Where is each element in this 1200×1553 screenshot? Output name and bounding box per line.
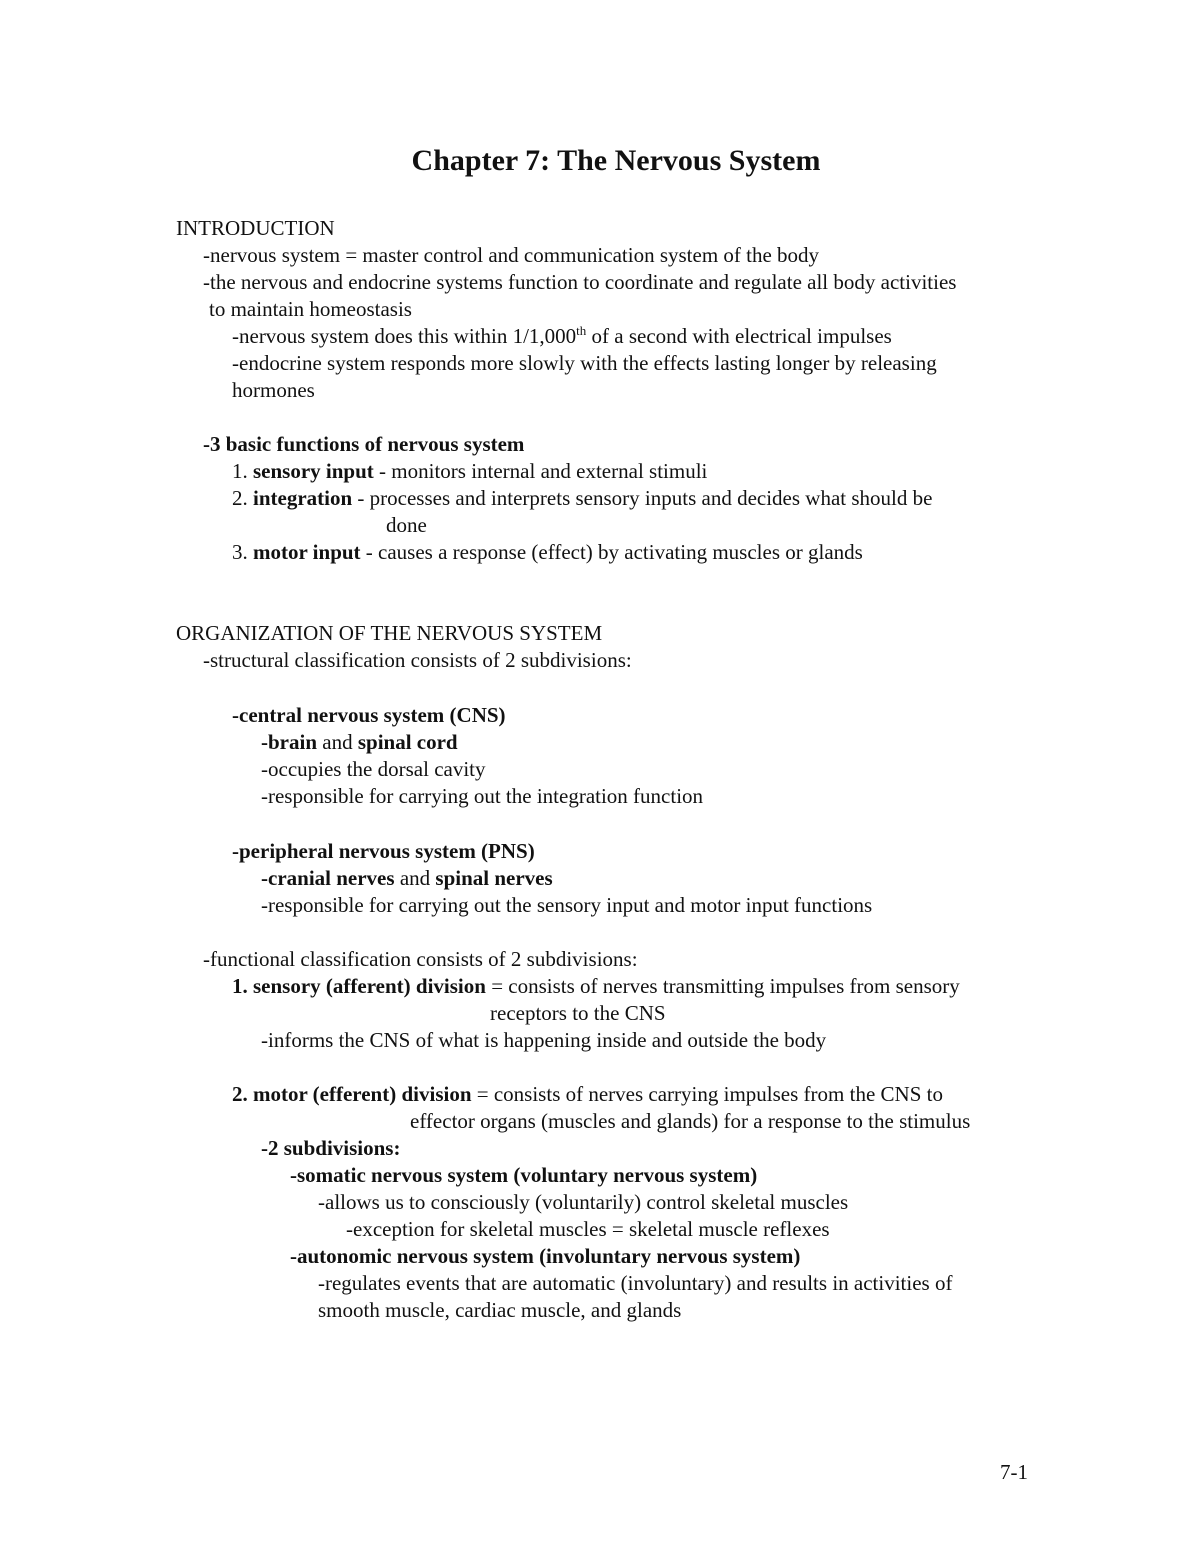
structural-intro: -structural classification consists of 2 subdivisions: <box>203 648 632 672</box>
intro-text: of a second with electrical impulses <box>586 324 892 348</box>
intro-line: -endocrine system responds more slowly with the effects lasting longer by releasing <box>232 351 937 375</box>
pns-line <box>261 865 553 892</box>
page-title: Chapter 7: The Nervous System <box>411 144 821 177</box>
motor-division-term: 2. motor (efferent) division <box>232 1082 472 1106</box>
ordinal-superscript: th <box>576 323 587 338</box>
sensory-division-def: = consists of nerves transmitting impulses from sensory <box>485 974 960 998</box>
intro-line: -nervous system = master control and communication system of the body <box>203 243 820 267</box>
somatic-line: -allows us to consciously (voluntarily) control skeletal muscles <box>318 1190 849 1214</box>
functional-intro: -functional classification consists of 2 subdivisions: <box>203 947 638 971</box>
cns-line: -occupies the dorsal cavity <box>261 757 486 781</box>
cns-line: -responsible for carrying out the integration function <box>261 784 704 808</box>
list-number: 1. <box>232 459 253 483</box>
cns-line <box>261 729 458 756</box>
motor-division-def: = consists of nerves carrying impulses from the CNS to <box>471 1082 943 1106</box>
section-heading-introduction: INTRODUCTION <box>176 216 335 240</box>
function-desc: - processes and interprets sensory inputs and decides what should be <box>352 486 933 510</box>
autonomic-line: smooth muscle, cardiac muscle, and glands <box>318 1298 682 1322</box>
functions-heading: -3 basic functions of nervous system <box>203 432 525 456</box>
intro-line: to maintain homeostasis <box>209 297 412 321</box>
term-brain: brain <box>268 730 318 754</box>
list-number: 2. <box>232 486 253 510</box>
list-number: 3. <box>232 540 253 564</box>
pns-heading: -peripheral nervous system (PNS) <box>232 839 535 863</box>
autonomic-heading: -autonomic nervous system (involuntary nervous system) <box>290 1244 801 1268</box>
pns-line: -responsible for carrying out the sensory input and motor input functions <box>261 893 873 917</box>
conjunction: and <box>394 866 436 890</box>
somatic-heading: -somatic nervous system (voluntary nervous system) <box>290 1163 758 1187</box>
intro-text: -nervous system does this within 1/1,000 <box>232 324 577 348</box>
conjunction: and <box>317 730 358 754</box>
function-term: motor input <box>253 540 361 564</box>
intro-line <box>232 323 892 350</box>
sensory-division-line <box>232 973 960 1000</box>
term-cranial-nerves: cranial nerves <box>268 866 395 890</box>
function-desc-continued: done <box>386 513 427 537</box>
page-number: 7-1 <box>1000 1460 1028 1484</box>
motor-division-line <box>232 1081 943 1108</box>
intro-line: -the nervous and endocrine systems function to coordinate and regulate all body activities <box>203 270 957 294</box>
function-item <box>232 485 932 512</box>
function-desc: - causes a response (effect) by activating muscles or glands <box>360 540 863 564</box>
motor-division-continued: effector organs (muscles and glands) for a response to the stimulus <box>410 1109 971 1133</box>
term-spinal-nerves: spinal nerves <box>435 866 553 890</box>
autonomic-line: -regulates events that are automatic (involuntary) and results in activities of <box>318 1271 953 1295</box>
function-desc: - monitors internal and external stimuli <box>373 459 708 483</box>
function-term: integration <box>253 486 353 510</box>
sensory-division-continued: receptors to the CNS <box>490 1001 666 1025</box>
section-heading-organization: ORGANIZATION OF THE NERVOUS SYSTEM <box>176 621 603 645</box>
function-item <box>232 539 863 566</box>
function-item <box>232 458 707 485</box>
somatic-line: -exception for skeletal muscles = skeletal muscle reflexes <box>346 1217 830 1241</box>
intro-line: hormones <box>232 378 315 402</box>
sensory-division-term: 1. sensory (afferent) division <box>232 974 486 998</box>
function-term: sensory input <box>253 459 374 483</box>
cns-heading: -central nervous system (CNS) <box>232 703 506 727</box>
dash: - <box>261 730 268 754</box>
sensory-division-detail: -informs the CNS of what is happening inside and outside the body <box>261 1028 827 1052</box>
subdivisions-heading: -2 subdivisions: <box>261 1136 401 1160</box>
term-spinal-cord: spinal cord <box>357 730 458 754</box>
dash: - <box>261 866 268 890</box>
